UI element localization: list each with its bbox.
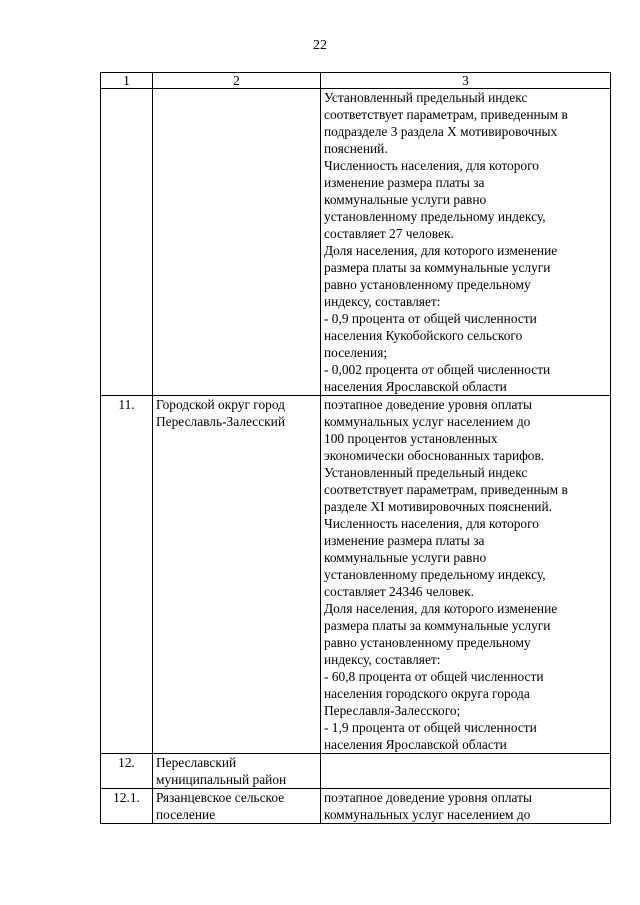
column-header-2: 2: [153, 73, 321, 89]
description-line: изменение размера платы за: [324, 175, 485, 190]
description-text: [321, 789, 611, 824]
municipality-name-line: Переславль-Залесский: [156, 414, 286, 429]
description-line: размера платы за коммунальные услуги: [324, 260, 551, 275]
description-line: 100 процентов установленных: [324, 431, 498, 446]
municipality-name: [153, 89, 321, 396]
column-header-1: 1: [101, 73, 153, 89]
description-line: населения Ярославской области: [324, 737, 507, 752]
description-text: [321, 396, 611, 754]
description-line: коммунальных услуг населением до: [324, 807, 531, 822]
description-line: установленному предельному индексу,: [324, 209, 546, 224]
description-line: Переславля-Залесского;: [324, 703, 461, 718]
description-text: [321, 754, 611, 789]
municipality-name-line: муниципальный район: [156, 772, 287, 787]
description-line: подразделе 3 раздела X мотивировочных: [324, 124, 558, 139]
municipality-name: [153, 396, 321, 754]
table-row: [101, 89, 611, 396]
municipality-name-line: поселение: [156, 807, 216, 822]
description-line: Установленный предельный индекс: [324, 90, 528, 105]
row-number: 12.: [101, 754, 153, 789]
description-line: соответствует параметрам, приведенным в: [324, 482, 568, 497]
description-line: пояснений.: [324, 141, 388, 156]
description-line: поэтапное доведение уровня оплаты: [324, 790, 533, 805]
description-line: - 0,002 процента от общей численности: [324, 362, 551, 377]
row-number: 11.: [101, 396, 153, 754]
description-line: - 60,8 процента от общей численности: [324, 669, 544, 684]
description-line: коммунальных услуг населением до: [324, 414, 531, 429]
description-line: поселения;: [324, 345, 388, 360]
description-line: размера платы за коммунальные услуги: [324, 618, 551, 633]
description-line: Доля населения, для которого изменение: [324, 243, 558, 258]
description-line: - 1,9 процента от общей численности: [324, 720, 537, 735]
description-line: Численность населения, для которого: [324, 516, 539, 531]
page-number: 22: [313, 38, 327, 53]
description-line: поэтапное доведение уровня оплаты: [324, 397, 533, 412]
column-header-3: 3: [321, 73, 611, 89]
description-line: соответствует параметрам, приведенным в: [324, 107, 568, 122]
municipality-name-line: Городской округ город: [156, 397, 285, 412]
description-line: коммунальные услуги равно: [324, 192, 487, 207]
description-line: экономически обоснованных тарифов.: [324, 448, 545, 463]
description-line: населения Ярославской области: [324, 379, 507, 394]
description-line: составляет 27 человек.: [324, 226, 454, 241]
municipality-name: [153, 754, 321, 789]
table-row: [101, 754, 611, 789]
description-line: коммунальные услуги равно: [324, 550, 487, 565]
description-line: установленному предельному индексу,: [324, 567, 546, 582]
document-table: [100, 72, 611, 824]
description-line: равно установленному предельному: [324, 635, 531, 650]
row-number: [101, 89, 153, 396]
table-row: [101, 789, 611, 824]
description-line: Доля населения, для которого изменение: [324, 601, 558, 616]
row-number: 12.1.: [101, 789, 153, 824]
description-line: населения городского округа города: [324, 686, 530, 701]
municipality-name: [153, 789, 321, 824]
description-line: - 0,9 процента от общей численности: [324, 311, 537, 326]
table-header-row: [101, 73, 611, 89]
municipality-name-line: Переславский: [156, 755, 237, 770]
description-line: составляет 24346 человек.: [324, 584, 474, 599]
description-line: изменение размера платы за: [324, 533, 485, 548]
table-row: [101, 396, 611, 754]
municipality-name-line: Рязанцевское сельское: [156, 790, 285, 805]
description-text: [321, 89, 611, 396]
description-line: населения Кукобойского сельского: [324, 328, 523, 343]
description-line: индексу, составляет:: [324, 652, 441, 667]
description-line: равно установленному предельному: [324, 277, 531, 292]
description-line: индексу, составляет:: [324, 294, 441, 309]
description-line: Установленный предельный индекс: [324, 465, 528, 480]
description-line: разделе XI мотивировочных пояснений.: [324, 499, 552, 514]
description-line: Численность населения, для которого: [324, 158, 539, 173]
